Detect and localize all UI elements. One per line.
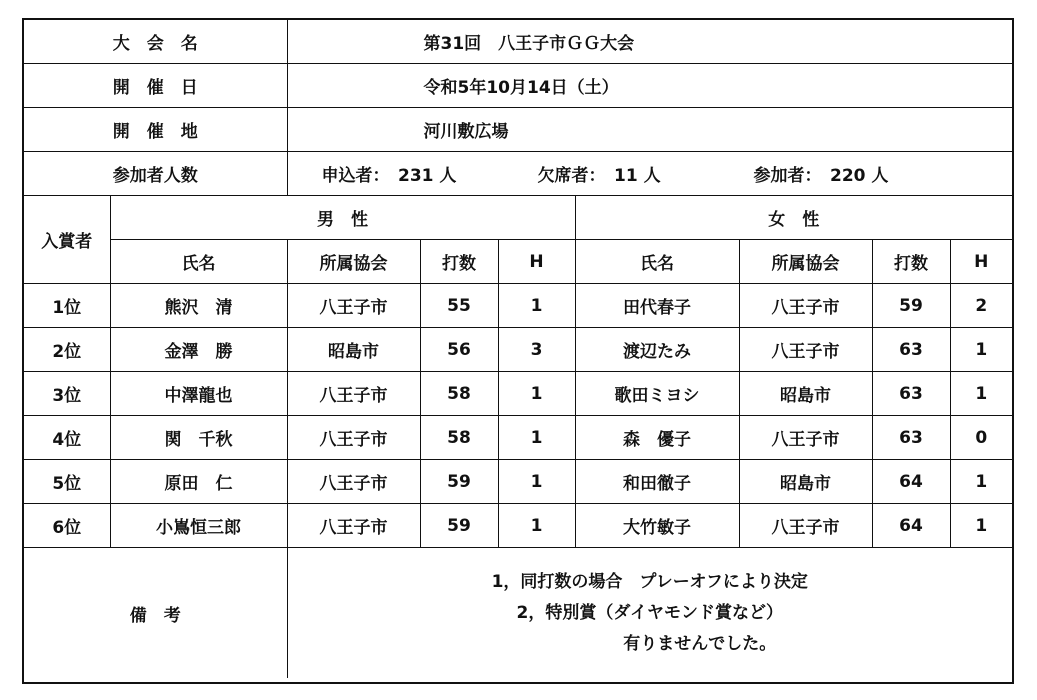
applicants-count: 申込者： 231 人 bbox=[321, 166, 457, 186]
male-assoc-header: 所属協会 bbox=[287, 240, 420, 284]
male-strokes-cell: 58 bbox=[420, 416, 498, 460]
female-h-header: H bbox=[950, 240, 1012, 284]
attendance-label: 参加者人数 bbox=[24, 152, 287, 196]
rank-cell: 1位 bbox=[24, 284, 110, 328]
male-name-header: 氏名 bbox=[110, 240, 287, 284]
male-strokes-header: 打数 bbox=[420, 240, 498, 284]
male-h-cell: 1 bbox=[498, 284, 575, 328]
female-strokes-cell: 59 bbox=[872, 284, 950, 328]
rank-cell: 4位 bbox=[24, 416, 110, 460]
female-assoc-cell: 昭島市 bbox=[739, 372, 872, 416]
remarks-content bbox=[287, 548, 1012, 679]
female-strokes-cell: 63 bbox=[872, 372, 950, 416]
male-h-cell: 1 bbox=[498, 504, 575, 548]
venue-value: 河川敷広場 bbox=[287, 108, 1012, 152]
male-name-cell: 熊沢 清 bbox=[110, 284, 287, 328]
remarks-row bbox=[24, 548, 1012, 679]
male-strokes-cell: 58 bbox=[420, 372, 498, 416]
female-name-header: 氏名 bbox=[575, 240, 739, 284]
male-name-cell: 金澤 勝 bbox=[110, 328, 287, 372]
table-row bbox=[24, 504, 1012, 548]
male-assoc-cell: 八王子市 bbox=[287, 372, 420, 416]
male-strokes-cell: 55 bbox=[420, 284, 498, 328]
male-h-cell: 3 bbox=[498, 328, 575, 372]
female-h-cell: 1 bbox=[950, 460, 1012, 504]
female-strokes-cell: 64 bbox=[872, 460, 950, 504]
remarks-label: 備 考 bbox=[24, 548, 287, 679]
table-row bbox=[24, 284, 1012, 328]
table-row bbox=[24, 416, 1012, 460]
male-name-cell: 中澤龍也 bbox=[110, 372, 287, 416]
absent-count: 欠席者： 11 人 bbox=[537, 166, 661, 186]
male-name-cell: 関 千秋 bbox=[110, 416, 287, 460]
column-header-row bbox=[24, 240, 1012, 284]
event-date-label: 開 催 日 bbox=[24, 64, 287, 108]
male-h-header: H bbox=[498, 240, 575, 284]
male-assoc-cell: 八王子市 bbox=[287, 284, 420, 328]
male-strokes-cell: 56 bbox=[420, 328, 498, 372]
female-assoc-cell: 昭島市 bbox=[739, 460, 872, 504]
male-h-cell: 1 bbox=[498, 372, 575, 416]
male-assoc-cell: 八王子市 bbox=[287, 416, 420, 460]
female-strokes-cell: 63 bbox=[872, 328, 950, 372]
female-assoc-cell: 八王子市 bbox=[739, 328, 872, 372]
female-strokes-header: 打数 bbox=[872, 240, 950, 284]
female-header: 女 性 bbox=[575, 196, 1012, 240]
female-strokes-cell: 64 bbox=[872, 504, 950, 548]
female-assoc-cell: 八王子市 bbox=[739, 416, 872, 460]
female-assoc-header: 所属協会 bbox=[739, 240, 872, 284]
male-assoc-cell: 八王子市 bbox=[287, 504, 420, 548]
rank-cell: 2位 bbox=[24, 328, 110, 372]
remark-line-2: 2，特別賞（ダイヤモンド賞など） bbox=[516, 602, 783, 623]
female-h-cell: 1 bbox=[950, 372, 1012, 416]
male-assoc-cell: 昭島市 bbox=[287, 328, 420, 372]
female-name-cell: 田代春子 bbox=[575, 284, 739, 328]
female-h-cell: 2 bbox=[950, 284, 1012, 328]
male-name-cell: 原田 仁 bbox=[110, 460, 287, 504]
female-h-cell: 0 bbox=[950, 416, 1012, 460]
male-h-cell: 1 bbox=[498, 460, 575, 504]
attendance-row bbox=[24, 152, 1012, 196]
female-assoc-cell: 八王子市 bbox=[739, 284, 872, 328]
male-assoc-cell: 八王子市 bbox=[287, 460, 420, 504]
results-sheet bbox=[22, 18, 1014, 684]
venue-row bbox=[24, 108, 1012, 152]
table-row bbox=[24, 460, 1012, 504]
gender-header-row bbox=[24, 196, 1012, 240]
winners-label: 入賞者 bbox=[24, 196, 110, 284]
female-name-cell: 大竹敏子 bbox=[575, 504, 739, 548]
table-row bbox=[24, 328, 1012, 372]
male-strokes-cell: 59 bbox=[420, 460, 498, 504]
female-strokes-cell: 63 bbox=[872, 416, 950, 460]
female-name-cell: 和田徹子 bbox=[575, 460, 739, 504]
event-name-value: 第31回 八王子市ＧＧ大会 bbox=[287, 20, 1012, 64]
female-h-cell: 1 bbox=[950, 504, 1012, 548]
event-name-label: 大 会 名 bbox=[24, 20, 287, 64]
female-h-cell: 1 bbox=[950, 328, 1012, 372]
remark-line-1: 1，同打数の場合 プレーオフにより決定 bbox=[491, 571, 808, 592]
female-name-cell: 森 優子 bbox=[575, 416, 739, 460]
event-name-row bbox=[24, 20, 1012, 64]
male-name-cell: 小嶌恒三郎 bbox=[110, 504, 287, 548]
male-strokes-cell: 59 bbox=[420, 504, 498, 548]
male-h-cell: 1 bbox=[498, 416, 575, 460]
attendance-values bbox=[287, 152, 1012, 196]
female-name-cell: 渡辺たみ bbox=[575, 328, 739, 372]
remark-line-3: 有りませんでした。 bbox=[623, 633, 777, 654]
rank-cell: 5位 bbox=[24, 460, 110, 504]
participants-count: 参加者： 220 人 bbox=[753, 166, 889, 186]
venue-label: 開 催 地 bbox=[24, 108, 287, 152]
rank-cell: 3位 bbox=[24, 372, 110, 416]
rank-cell: 6位 bbox=[24, 504, 110, 548]
results-table bbox=[24, 20, 1012, 678]
event-date-row bbox=[24, 64, 1012, 108]
female-name-cell: 歌田ミヨシ bbox=[575, 372, 739, 416]
table-row bbox=[24, 372, 1012, 416]
male-header: 男 性 bbox=[110, 196, 575, 240]
event-date-value: 令和5年10月14日（土） bbox=[287, 64, 1012, 108]
female-assoc-cell: 八王子市 bbox=[739, 504, 872, 548]
